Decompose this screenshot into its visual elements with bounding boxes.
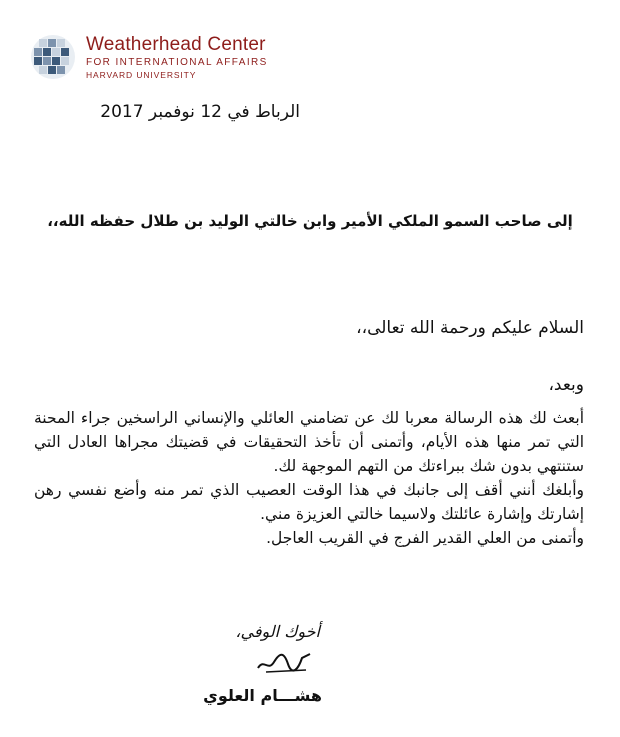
closing: أخوك الوفي، [235,622,320,641]
weatherhead-logo-icon [30,34,76,80]
addressee: إلى صاحب السمو الملكي الأمير وابن خالتي الوليد بن طلال حفظه الله،، [47,212,573,230]
letterhead [86,34,268,81]
signer-name: هشـــام العلوي [203,686,322,705]
body-paragraph-1: أبعث لك هذه الرسالة معربا لك عن تضامني العائلي والإنساني الراسخين جراء المحنة التي تمر منها هذه الأيام، وأتمنى أن تأخذ التحقيقات في قضيتك مجراها العادل التي ستنتهي بدون شك ببراءتك من التهم الموجهة لك. [34,409,584,475]
opening: وبعد، [548,375,584,395]
body-paragraph-3: وأتمنى من العلي القدير الفرج في القريب العاجل. [266,529,584,547]
dateline: الرباط في 12 نوفمبر 2017 [100,102,300,122]
letterhead-university: HARVARD UNIVERSITY [86,70,197,80]
letterhead-subtitle: FOR INTERNATIONAL AFFAIRS [86,57,268,68]
body-paragraph-2: وأبلغك أنني أقف إلى جانبك في هذا الوقت العصيب الذي تمر منه وأضع نفسي رهن إشارتك وإشارة عائلتك ولاسيما خالتي العزيزة مني. [34,481,584,523]
letterhead-name: Weatherhead Center [86,34,266,55]
greeting: السلام عليكم ورحمة الله تعالى،، [356,318,584,338]
handwritten-signature [254,646,314,676]
letter-body [34,406,584,550]
